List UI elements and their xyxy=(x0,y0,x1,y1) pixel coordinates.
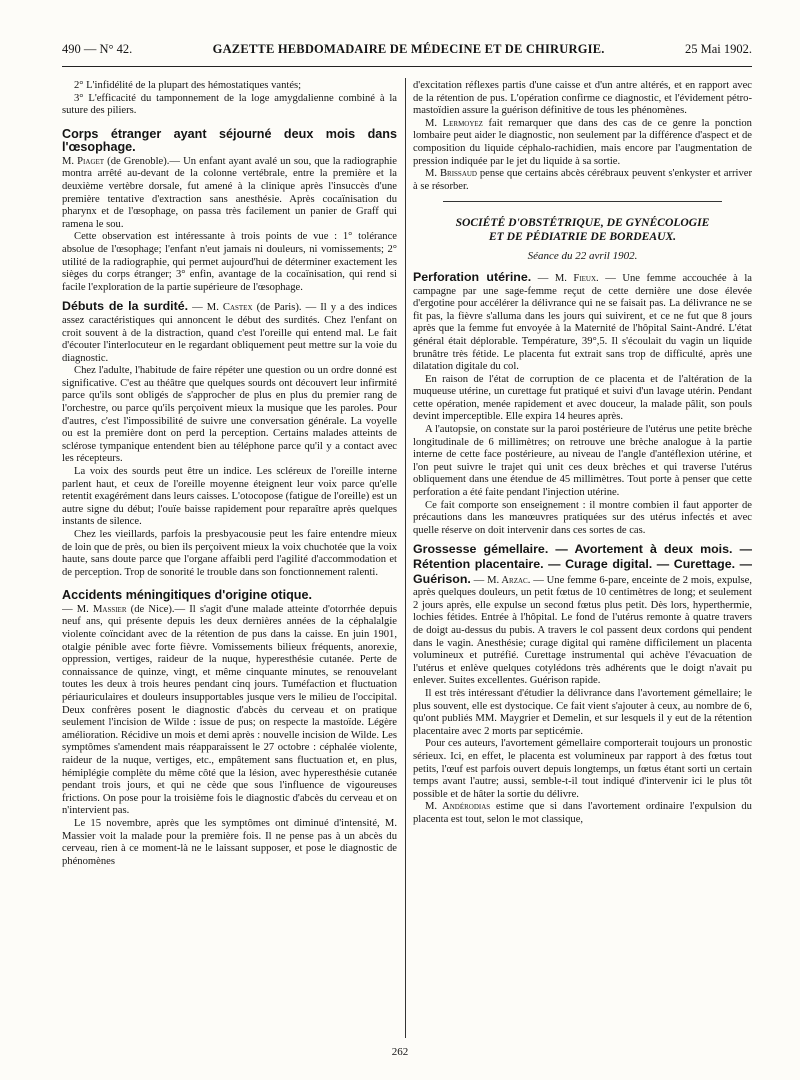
paragraph xyxy=(413,168,752,193)
paragraph: Perforation utérine. — M. Fieux. — Une femme accouchée à la campagne par une sage-femme reçut de cette dernière une dose élevée d'ergotine pour accélérer la délivrance qui ne se faisait pas. La délivrance ne se fit pas, la fièvre s'alluma dans les jours qui suivirent, et ce ne fut que 8 jours après que la femme fut envoyée à la Maternité de l'hôpital Saint-André. L'état général était déplorable. Température, 39°,5. Il s'écoulait du vagin un liquide brunâtre très fétide. Le placenta fut extrait sans trop de difficulté, après une dilatation digitale du col. xyxy=(413,269,752,373)
paragraph xyxy=(62,156,397,232)
page-folio: 262 xyxy=(391,1046,409,1058)
paragraph-text: — Il y a des indices assez caractéristiques qui annoncent le début des surdités. Chez l'enfant on croit souvent à de la distraction, quand c'est l'oreille qui entend mal. Le fait d'écouter l'interlocuteur en le regardant obliquement peut mettre sur la voie du diagnostic. xyxy=(62,302,397,364)
paragraph-text: estime que si dans l'avortement ordinaire l'expulsion du placenta est tout, selon le mot classique, xyxy=(413,801,752,825)
right-column xyxy=(413,80,752,1040)
issue-date: 25 Mai 1902. xyxy=(684,42,752,56)
paragraph-text: fait remarquer que dans des cas de ce genre la ponction lombaire peut aider le diagnostic, non seulement par la différence d'aspect et de composition du liquide céphalo-rachidien, mais encore par l'augmentation de pression indiquée par le jet du liquide à sa sortie. xyxy=(413,117,752,167)
section-heading-meningitic: Accidents méningitiques d'origine otique. xyxy=(62,588,312,603)
paragraph: Pour ces auteurs, l'avortement gémellaire comporterait toujours un pronostic sérieux. Ici, en effet, le placenta est volumineux par rapport à des fœtus tout petits, l'œuf est parfois ouvert depuis longtemps, un fœtus étant sorti un certain temps avant l'autre; aussi, semble-t-il tout indiqué d'intervenir ici le plus tôt possible et de hâter la sortie du délivre. xyxy=(413,738,752,800)
paragraph: En raison de l'état de corruption de ce placenta et de l'altération de la muqueuse utérine, un curettage fut pratiqué et suivi d'un lavage utérin. Pendant cette opération, menée rapidement et avec douceur, la malade pâlit, son pouls devint imperceptible. Elle expira 14 heures après. xyxy=(413,373,752,423)
header-rule xyxy=(62,66,752,67)
author-name: M. Massier xyxy=(76,603,127,615)
author-name: M. Castex xyxy=(206,302,253,314)
paragraph: Il est très intéressant d'étudier la délivrance dans l'avortement gémellaire; le plus souvent, elle est dystocique. Ce fait vient s'ajouter à ceux, au nombre de 6, qu'ont publiés MM. Maygrier et Demelin, et sur lesquels il y eut de la rétention placentaire avec 2 morts par septicémie. xyxy=(413,687,752,737)
author-name: M. Piaget xyxy=(62,155,105,167)
author-name: M. Brissaud xyxy=(425,168,477,180)
section-heading-perforation: Perforation utérine. xyxy=(413,269,532,284)
section-heading-twin-pregnancy: Grossesse gémellaire. — Avortement à deux mois. — Rétention placentaire. — Curage digital. — Curettage. — Guérison. xyxy=(413,542,752,586)
author-place: (de Nice). xyxy=(130,603,175,615)
section-heading-deafness: Débuts de la surdité. xyxy=(62,299,189,314)
society-title-line: SOCIÉTÉ D'OBSTÉTRIQUE, DE GYNÉCOLOGIE xyxy=(455,216,710,230)
society-title-line: ET DE PÉDIATRIE DE BORDEAUX. xyxy=(488,230,677,244)
paragraph-text: — Une femme accouchée à la campagne par une sage-femme reçut de cette dernière une dose élevée d'ergotine pour accélérer la délivrance qui ne se faisait pas. La délivrance ne se fit pas, la fièvre s'alluma dans les jours qui suivirent, et ce ne fut que 8 jours après que la femme fut envoyée à la Maternité de l'hôpital Saint-André. L'état général était déplorable. Température, 39°,5. Il s'écoulait du vagin un liquide brunâtre très fétide. Le placenta fut extrait sans trop de difficulté, après une dilatation digitale du col. xyxy=(413,272,752,373)
paragraph: Débuts de la surdité. — M. Castex (de Paris). — Il y a des indices assez caractéristiques qui annoncent le début des surdités. Chez l'enfant on croit souvent à de la distraction, quand c'est l'oreille qui entend mal. Le fait d'écouter l'interlocuteur en le regardant obliquement peut mettre sur la voie du diagnostic. xyxy=(62,299,397,364)
paragraph: La voix des sourds peut être un indice. Les scléreux de l'oreille interne parlent haut, et ceux de l'oreille moyenne éteignent leur voix parce qu'elle retentit exagérément dans leurs caisses. L'otocopose (fatigue de l'oreille) est un autre signe du début; l'ouïe baisse rapidement pour reparaître après quelques instants de silence. xyxy=(62,466,397,528)
paragraph xyxy=(413,118,752,168)
running-header xyxy=(62,42,752,62)
list-item: 3° L'efficacité du tamponnement de la loge amygdalienne combiné à la suture des piliers. xyxy=(62,92,397,117)
paragraph: — M. Massier (de Nice).— Il s'agit d'une malade atteinte d'otorrhée depuis neuf ans, qui présente depuis les deux dernières années de la céphalalgie violente coïncidant avec de la rétention de pus dans la caisse. En juin 1901, otalgie pénible avec forte fièvre. Vomissements bilieux fréquents, anorexie, oppression, vertiges, raideur de la nuque, hyperesthésie cutanée. Perte de connaissance de quinze, vingt, et même cinquante minutes, se renouvelant toutes les deux à trois heures pendant cinq jours. Tuméfaction et fluctuation périauriculaires et douleurs insupportables jusque vers le milieu de l'occipital. Deux confrères posent le diagnostic d'abcès du cerveau et on pratique seulement l'incision de Wilde : issue de pus; on respecte la mastoïde. Légère amélioration. Récidive un mois et demi après : nouvelle incision de Wilde. Les symptômes s'amendent mais réapparaissent le 27 octobre : céphalée violente, raideur de la nuque, vertiges, etc., empâtement sans fluctuation et, en plus, hémiplégie complète du même côté que la lésion, avec hyperesthésie cutanée pendant trois jours, et qui ne cède que sous l'influence de vigoureuses frictions. On pose pour la troisième fois le diagnostic d'abcès du cerveau et on n'intervient pas. xyxy=(62,603,397,817)
paragraph xyxy=(413,543,752,688)
paragraph-text: pense que certains abcès cérébraux peuvent s'enkyster et arriver à se résorber. xyxy=(413,168,752,192)
session-date: Séance du 22 avril 1902. xyxy=(527,250,638,263)
journal-title: GAZETTE HEBDOMADAIRE DE MÉDECINE ET DE CHIRURGIE. xyxy=(212,42,605,56)
paragraph: A l'autopsie, on constate sur la paroi postérieure de l'utérus une petite brèche longitudinale de 6 millimètres; on retrouve une brèche analogue à la partie interne de cette face postérieure, au niveau de l'angle d'antéflexion utérine, et l'on peut suivre le trajet qui unit ces deux brèches et qui traverse l'utérus obliquement dans une étendue de 45 millimètres. Tout porte à penser que cette perforation a été faite pendant l'injection utérine. xyxy=(413,424,752,499)
paragraph: d'excitation réflexes partis d'une caisse et d'un antre altérés, et en rapport avec de la rétention de pus. L'opération confirme ce diagnostic, et l'évidement pétro-mastoïdien assure la guérison définitive de tous les phénomènes. xyxy=(413,80,752,117)
section-divider xyxy=(443,201,722,202)
author-name: M. Andérodias xyxy=(425,801,491,813)
author-place: (de Paris). xyxy=(256,302,302,314)
left-column xyxy=(62,80,397,1040)
section-heading-foreign-body: Corps étranger ayant séjourné deux mois dans l'œsophage. xyxy=(62,126,397,155)
author-name: — M. Arzac. xyxy=(473,574,531,586)
paragraph-text: — Il s'agit d'une malade atteinte d'otorrhée depuis neuf ans, qui présente depuis les deux dernières années de la céphalalgie violente coïncidant avec de la rétention de pus dans la caisse. En juin 1901, otalgie pénible avec forte fièvre. Vomissements bilieux fréquents, anorexie, oppression, vertiges, raideur de la nuque, hyperesthésie cutanée. Perte de connaissance de quinze, vingt, et même cinquante minutes, se renouvelant toutes les deux à trois heures pendant cinq jours. Tuméfaction et fluctuation périauriculaires et douleurs insupportables jusque vers le milieu de l'occipital. Deux confrères posent le diagnostic d'abcès du cerveau et on pratique seulement l'incision de Wilde : issue de pus; on respecte la mastoïde. Légère amélioration. Récidive un mois et demi après : nouvelle incision de Wilde. Les symptômes s'amendent mais réapparaissent le 27 octobre : céphalée violente, raideur de la nuque, vertiges, etc., empâtement sans fluctuation et, en plus, hémiplégie complète du même côté que la lésion, avec hyperesthésie cutanée pendant trois jours, et qui ne cède que sous l'influence de vigoureuses frictions. On pose pour la troisième fois le diagnostic d'abcès du cerveau et on n'intervient pas. xyxy=(62,603,397,817)
paragraph: Ce fait comporte son enseignement : il montre combien il faut apporter de précautions dans les manœuvres pratiquées sur des utérus infectés et avec quelle réserve on doit intervenir dans ces sortes de cas. xyxy=(413,499,752,536)
paragraph xyxy=(413,801,752,826)
paragraph-text: — Un enfant ayant avalé un sou, que la radiographie montra arrêté au-devant de la colonne vertébrale, entre la première et la deuxième vertèbre dorsale, fut amené à la clinique après l'insuccès d'une première tentative d'extraction sans anesthésie. Après cocaïnisation du pharynx et de l'œsophage, on passa très facilement un panier de Graff qui ramena le sou. xyxy=(62,155,397,230)
paragraph: Le 15 novembre, après que les symptômes ont diminué d'intensité, M. Massier voit la malade pour la première fois. Il ne pense pas à un abcès du cerveau, rien à ce moment-là ne le laissant supposer, et pose le diagnostic de phénomènes xyxy=(62,817,397,867)
paragraph: Chez les vieillards, parfois la presbyacousie peut les faire entendre mieux de loin que de près, ou bien ils perçoivent mieux la voix chuchotée que la voix haute, sans doute parce que l'organe affaibli perd l'agilité d'accommodation et de perception. Trop de sonorité le trouble dans son fonctionnement ralenti. xyxy=(62,529,397,578)
conclusion-list xyxy=(62,80,397,118)
page-number-and-issue: 490 — N° 42. xyxy=(62,42,133,56)
paragraph: Chez l'adulte, l'habitude de faire répéter une question ou un ordre donné est significative. C'est au théâtre que quelques sourds ont découvert leur infirmité parce qu'ils sont obligés de s'approcher de plus en plus du premier rang de l'orchestre, ou parce qu'ils perçoivent mieux la musique que les paroles. Pour d'autres, c'est l'impossibilité de suivre une conversation générale. La voyelle ou est la première dont on perd la perception. Certains malades atteints de sclérose tympanique entendent bien au téléphone parce qu'il y a contact avec les récepteurs. xyxy=(62,365,397,465)
list-item: 2° L'infidélité de la plupart des hémostatiques vantés; xyxy=(74,80,302,91)
society-title xyxy=(413,216,752,244)
author-place: (de Grenoble). xyxy=(107,155,170,167)
paragraph-text: — Une femme 6-pare, enceinte de 2 mois, expulse, après quelques douleurs, un petit fœtus de 10 centimètres de long; et seulement 2 jours après, elle expulse un second fœtus plus petit. Dès lors, hyperthermie, lochies fétides. Entrée à l'hôpital. Le fond de l'utérus remonte à quatre travers de doigt au-dessus du pubis. A travers le col passent deux cordons qui pendent dans le vagin. Anesthésie; curage digital qui ramène difficilement un placenta volumineux et putréfié. Curettage instrumental qui achève l'évacuation de l'utérus et enlève quelques cotylédons très adhérents que le doigt n'avait pu enlever. Suites excellentes. Guérison rapide. xyxy=(413,574,752,687)
column-divider xyxy=(405,78,406,1038)
paragraph: Cette observation est intéressante à trois points de vue : 1° tolérance absolue de l'œsophage; l'enfant n'eut jamais ni douleurs, ni vomissements; 2° utilité de la radiographie, qui permet aujourd'hui de déterminer exactement les sièges du corps étranger; 3° enfin, avantage de la cocaïnisation, qui rend si facile l'exploration de la partie supérieure de l'œsophage. xyxy=(62,231,397,293)
author-name: M. Lermoyez xyxy=(425,117,483,129)
author-name: M. Fieux. xyxy=(554,272,599,284)
